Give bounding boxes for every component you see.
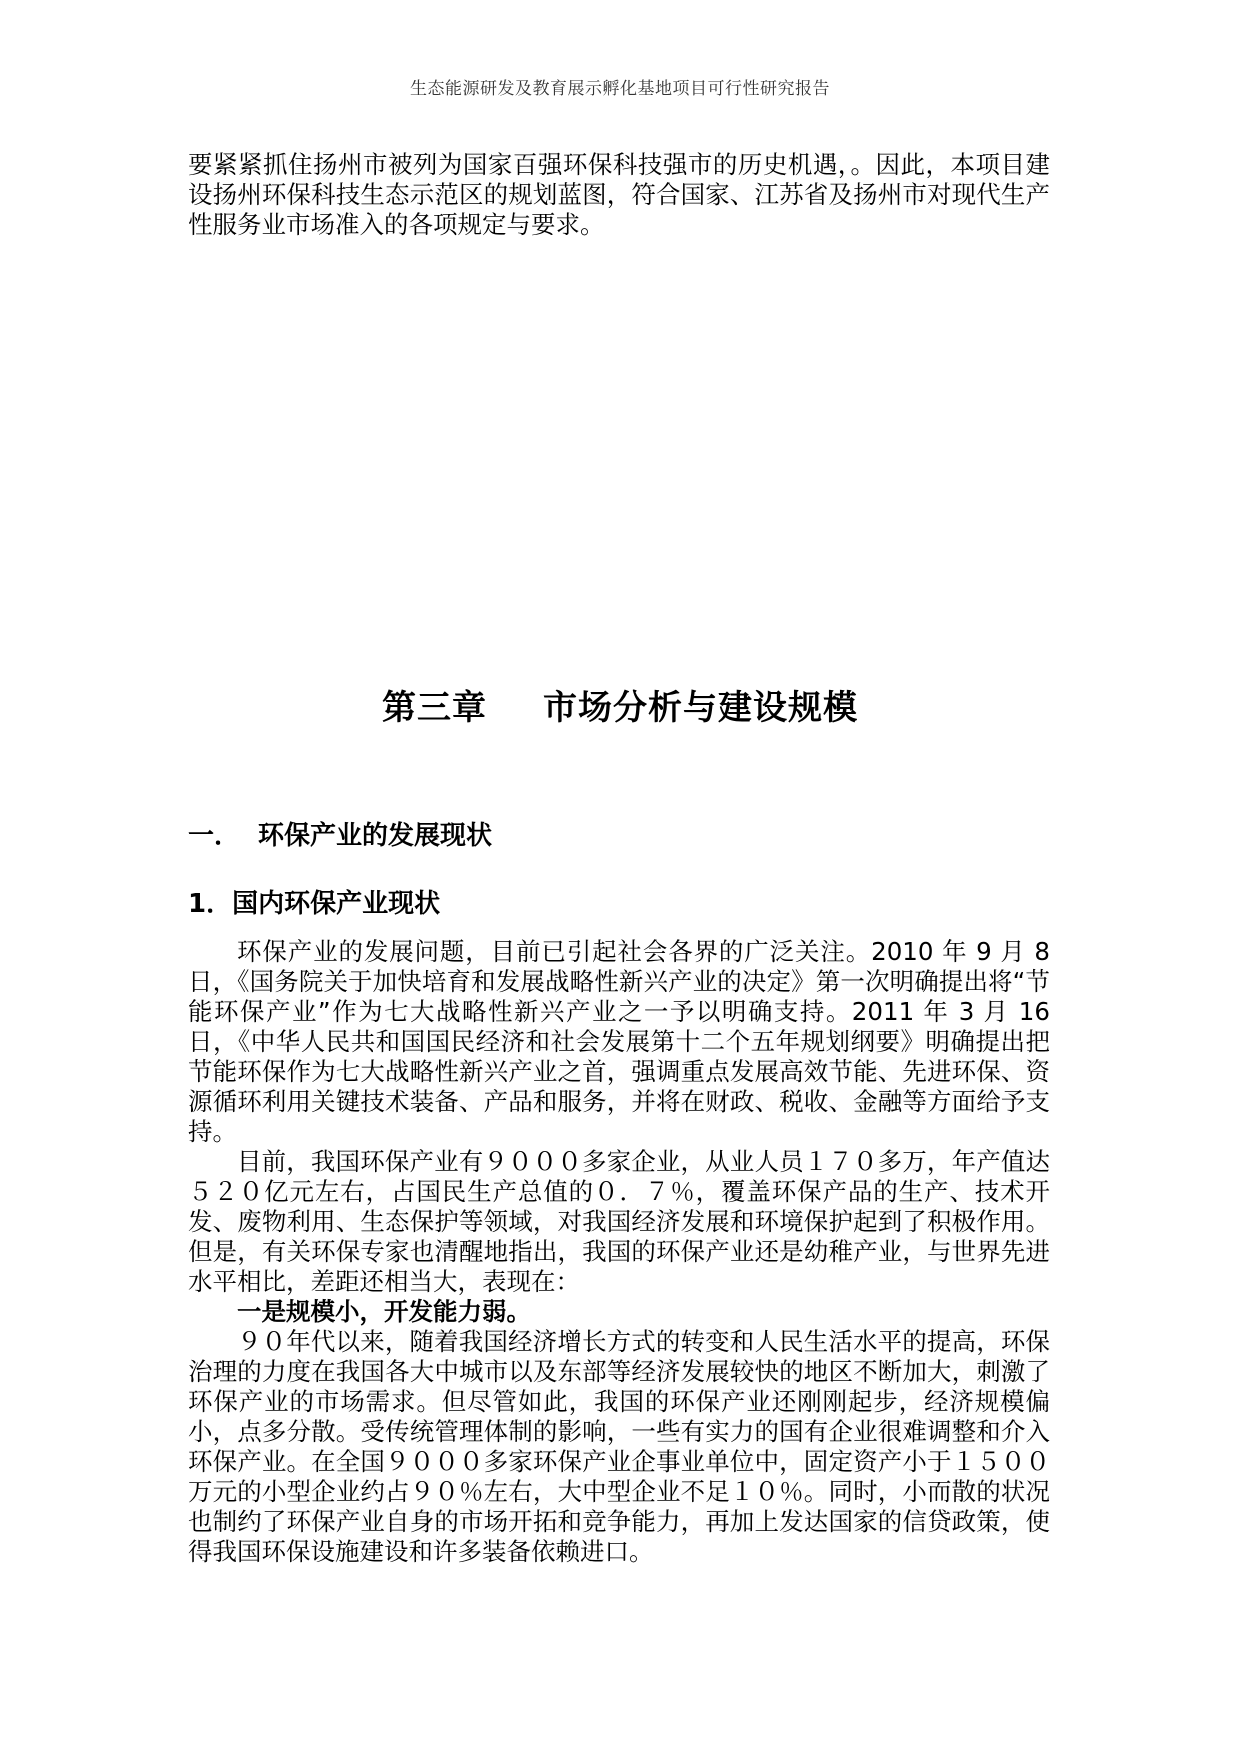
section-title: 环保产业的发展现状 — [258, 821, 493, 851]
section-number: 一． — [188, 821, 241, 851]
intro-block — [188, 150, 1050, 240]
running-header: 生态能源研发及教育展示孵化基地项目可行性研究报告 — [410, 79, 830, 99]
body-bold-point: 一是规模小，开发能力弱。 — [237, 1297, 531, 1326]
chapter-number: 第三章 — [382, 688, 487, 728]
section-heading — [188, 815, 492, 852]
body-paragraph-2: 目前，我国环保产业有９０００多家企业，从业人员１７０多万，年产值达５２０亿元左右，占国民生产总值的０．７％，覆盖环保产品的生产、技术开发、废物利用、生态保护等领域，对我国经济发展和环境保护起到了积极作用。但是，有关环保专家也清醒地指出，我国的环保产业还是幼稚产业，与世界先进水平相比，差距还相当大，表现在： — [188, 1147, 1050, 1296]
chapter-title: 市场分析与建设规模 — [543, 688, 858, 728]
subsection-heading: 1．国内环保产业现状 — [188, 889, 441, 919]
body-text — [188, 937, 1050, 1567]
intro-paragraph: 要紧紧抓住扬州市被列为国家百强环保科技强市的历史机遇，。因此，本项目建设扬州环保科技生态示范区的规划蓝图，符合国家、江苏省及扬州市对现代生产性服务业市场准入的各项规定与要求。 — [188, 150, 1050, 239]
chapter-heading — [0, 680, 1240, 729]
body-paragraph-4: ９０年代以来，随着我国经济增长方式的转变和人民生活水平的提高，环保治理的力度在我国各大中城市以及东部等经济发展较快的地区不断加大，刺激了环保产业的市场需求。但尽管如此，我国的环保产业还刚刚起步，经济规模偏小，点多分散。受传统管理体制的影响，一些有实力的国有企业很难调整和介入环保产业。在全国９０００多家环保产业企事业单位中，固定资产小于１５００万元的小型企业约占９０％左右，大中型企业不足１０％。同时，小而散的状况也制约了环保产业自身的市场开拓和竞争能力，再加上发达国家的信贷政策，使得我国环保设施建设和许多装备依赖进口。 — [188, 1327, 1050, 1566]
body-paragraph-1: 环保产业的发展问题，目前已引起社会各界的广泛关注。2010 年 9 月 8 日，《国务院关于加快培育和发展战略性新兴产业的决定》第一次明确提出将“节能环保产业”作为七大战略性新兴产业之一予以明确支持。2011 年 3 月 16 日，《中华人民共和国国民经济和社会发展第十二个五年规划纲要》明确提出把节能环保作为七大战略性新兴产业之首，强调重点发展高效节能、先进环保、资源循环利用关键技术装备、产品和服务，并将在财政、税收、金融等方面给予支持。 — [188, 937, 1050, 1146]
